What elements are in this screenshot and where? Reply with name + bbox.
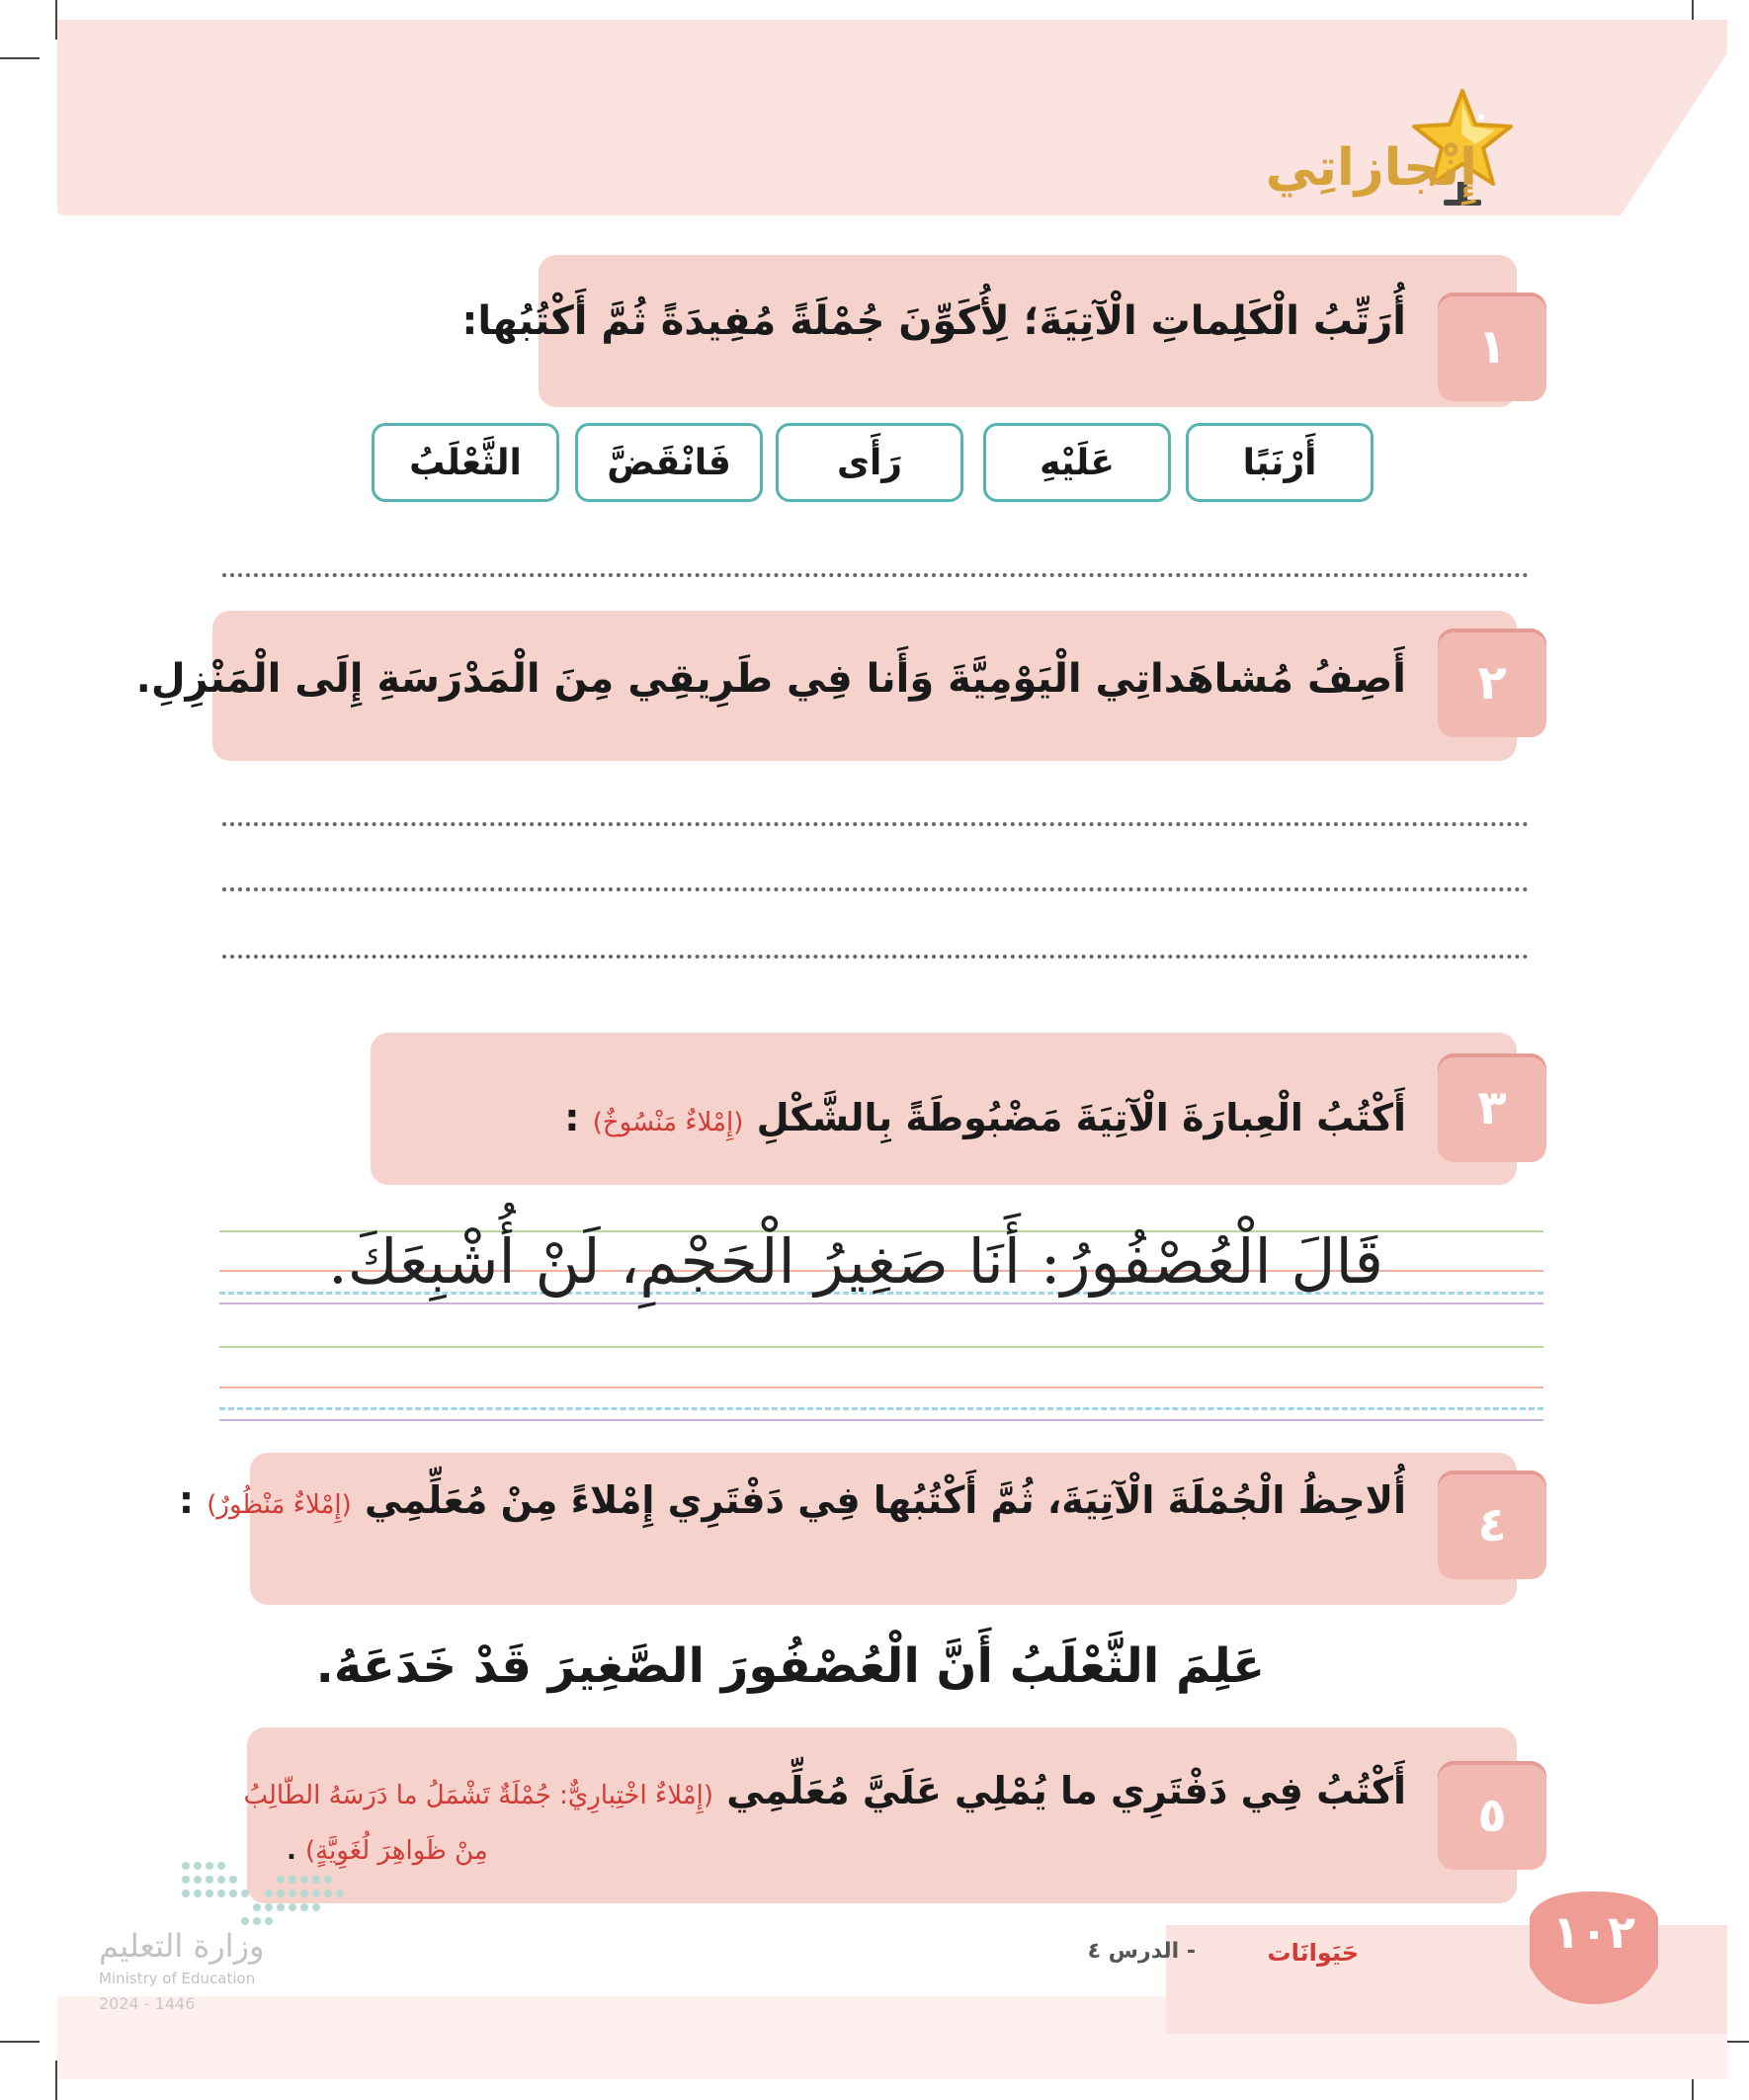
guide-line	[219, 1386, 1543, 1388]
ministry-name-arabic: وزارة التعليم	[99, 1927, 265, 1965]
task-2-number-tab	[1438, 629, 1546, 737]
word-box: رَأَى	[776, 423, 963, 502]
task-5-number-tab	[1438, 1761, 1546, 1870]
ministry-year: 2024 - 1446	[99, 1994, 196, 2013]
task-1-number: ١	[1477, 319, 1507, 375]
ministry-logo-icon	[176, 1856, 354, 1933]
task-3-note: (إِمْلاءٌ مَنْسُوخٌ)	[592, 1108, 744, 1137]
word-box: أَرْنَبًا	[1186, 423, 1374, 502]
task-5-note: (إِمْلاءٌ اخْتِبارِيٌّ: جُمْلَةٌ تَشْمَلُ ما دَرَسَهُ الطّالِبُ	[243, 1781, 714, 1810]
ministry-name-english: Ministry of Education	[99, 1970, 256, 1987]
task-3-instruction: أَكْتُبُ الْعِبارَةَ الْآتِيَةَ مَضْبُوطَةً بِالشَّكْلِ	[756, 1096, 1406, 1139]
task-1-number-tab	[1438, 293, 1546, 401]
task-3-number-tab	[1438, 1053, 1546, 1162]
task-5-suffix: .	[287, 1836, 296, 1866]
guide-line	[219, 1419, 1543, 1421]
copy-sentence: قَالَ الْعُصْفُورُ: أَنَا صَغِيرُ الْحَجْمِ، لَنْ أُشْبِعَكَ.	[328, 1225, 1383, 1298]
task-5-instruction: أَكْتُبُ فِي دَفْتَرِي ما يُمْلِي عَلَيَّ مُعَلِّمِي	[726, 1769, 1406, 1812]
task-4-note: (إِمْلاءٌ مَنْظُورٌ)	[207, 1490, 352, 1520]
page-number: ١٠٢	[1551, 1905, 1636, 1959]
task-4-suffix: :	[178, 1478, 195, 1522]
task-4-instruction: أُلاحِظُ الْجُمْلَةَ الْآتِيَةَ، ثُمَّ أَكْتُبُها فِي دَفْتَرِي إِمْلاءً مِنْ مُعَلِّمِي	[365, 1478, 1406, 1522]
task-2-number: ٢	[1477, 655, 1507, 711]
answer-line	[222, 573, 1529, 577]
answer-line	[222, 887, 1529, 891]
task-1-text: أُرَتِّبُ الْكَلِماتِ الْآتِيَةَ؛ لِأُكَوِّنَ جُمْلَةً مُفِيدَةً ثُمَّ أَكْتُبُها:	[461, 298, 1406, 344]
word-box: عَلَيْهِ	[983, 423, 1171, 502]
answer-line	[222, 822, 1529, 826]
task-3-suffix: :	[564, 1096, 580, 1139]
task-2-text: أَصِفُ مُشاهَداتِي الْيَوْمِيَّةَ وَأَنا فِي طَرِيقِي مِنَ الْمَدْرَسَةِ إِلَى الْمَنْزِلِ.	[135, 656, 1406, 702]
task-4-banner	[178, 1453, 1517, 1605]
guide-line	[219, 1302, 1543, 1304]
task-4-text	[179, 1478, 1406, 1522]
word-box: الثَّعْلَبُ	[372, 423, 559, 502]
task-1-banner	[461, 255, 1517, 407]
task-4-number: ٤	[1477, 1497, 1507, 1553]
crop-mark	[0, 57, 40, 59]
observe-sentence: عَلِمَ الثَّعْلَبُ أَنَّ الْعُصْفُورَ الصَّغِيرَ قَدْ خَدَعَهُ.	[315, 1638, 1265, 1694]
answer-line	[222, 955, 1529, 959]
task-5-number: ٥	[1477, 1788, 1507, 1843]
footer-lesson: - الدرس ٤	[1087, 1939, 1196, 1964]
crop-mark	[0, 2041, 40, 2043]
task-5-note-continued: مِنْ ظَواهِرَ لُغَوِيَّةٍ)	[304, 1836, 488, 1866]
page-title: إِنْجازاتِي	[1265, 138, 1477, 198]
task-5-text	[243, 1769, 1406, 1812]
task-5-banner	[243, 1727, 1517, 1903]
guide-line	[219, 1407, 1543, 1410]
footer-unit: حَيَوانَات	[1267, 1939, 1359, 1967]
word-box: فَانْقَضَّ	[575, 423, 763, 502]
task-2-banner	[135, 611, 1517, 761]
task-3-text	[564, 1096, 1406, 1139]
guide-line	[219, 1346, 1543, 1348]
task-3-banner	[371, 1033, 1517, 1185]
task-3-number: ٣	[1477, 1080, 1507, 1135]
task-4-number-tab	[1438, 1470, 1546, 1579]
